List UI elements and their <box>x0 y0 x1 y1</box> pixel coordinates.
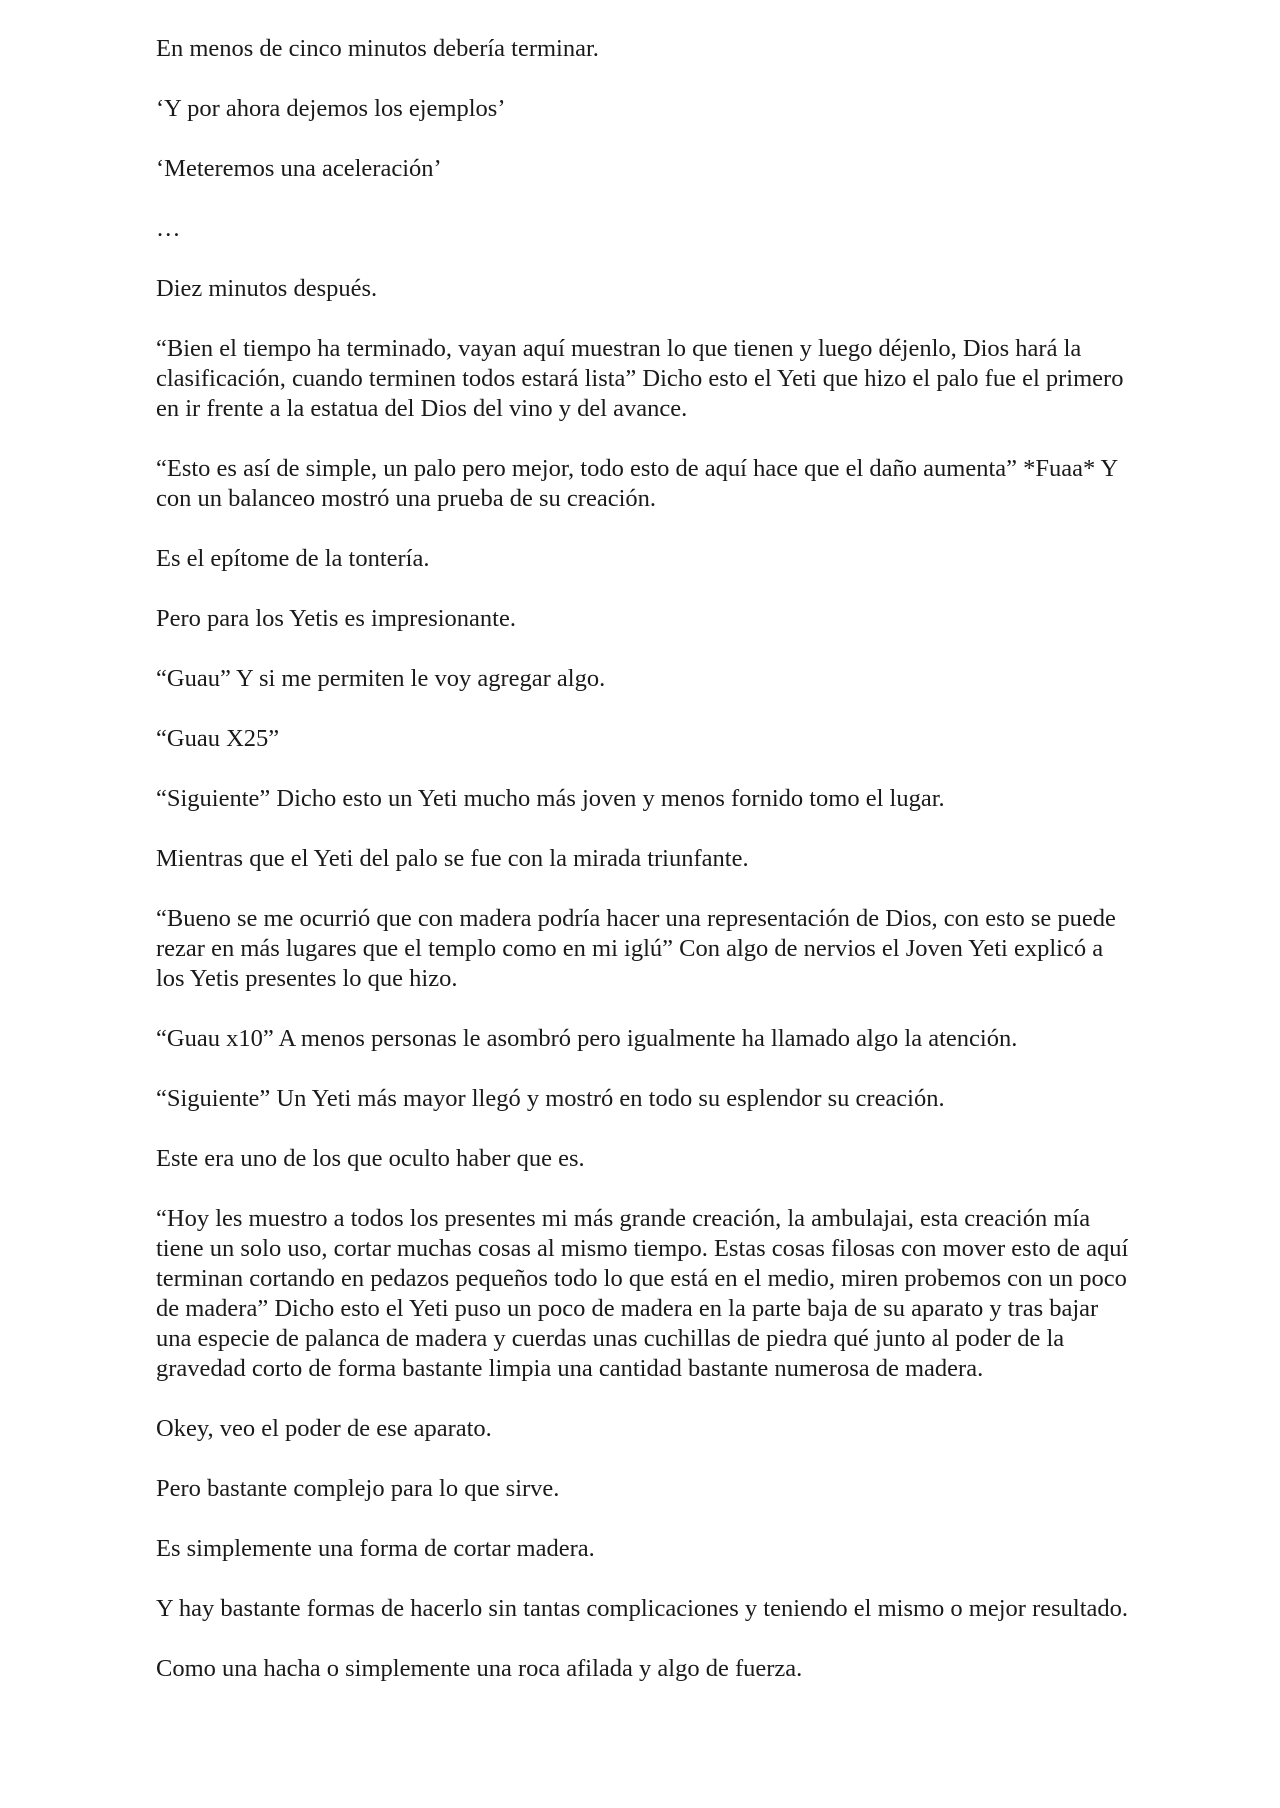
paragraph: Okey, veo el poder de ese aparato. <box>156 1415 492 1442</box>
paragraph: “Hoy les muestro a todos los presentes mi más grande creación, la ambulajai, esta creación mía tiene un solo uso, cortar muchas cosas al mismo tiempo. Estas cosas filosas con mover esto de aquí terminan cortando en pedazos pequeños todo lo que está en el medio, miren probemos con un poco de madera” Dicho esto el Yeti puso un poco de madera en la parte baja de su aparato y tras bajar una especie de palanca de madera y cuerdas unas cuchillas de piedra qué junto al poder de la gravedad corto de forma bastante limpia una cantidad bastante numerosa de madera. <box>156 1205 1129 1382</box>
paragraph: ‘Meteremos una aceleración’ <box>156 155 442 182</box>
paragraph: Diez minutos después. <box>156 275 378 302</box>
paragraph: Es el epítome de la tontería. <box>156 545 430 572</box>
document-page <box>156 34 1131 1714</box>
paragraph: Es simplemente una forma de cortar madera. <box>156 1535 595 1562</box>
paragraph: “Guau x10” A menos personas le asombró pero igualmente ha llamado algo la atención. <box>156 1025 1018 1052</box>
paragraph: “Esto es así de simple, un palo pero mejor, todo esto de aquí hace que el daño aumenta” *Fuaa* Y con un balanceo mostró una prueba de su creación. <box>156 455 1118 512</box>
paragraph: “Bien el tiempo ha terminado, vayan aquí muestran lo que tienen y luego déjenlo, Dios hará la clasificación, cuando terminen todos estará lista” Dicho esto el Yeti que hizo el palo fue el primero en ir frente a la estatua del Dios del vino y del avance. <box>156 335 1124 422</box>
paragraph: “Bueno se me ocurrió que con madera podría hacer una representación de Dios, con esto se puede rezar en más lugares que el templo como en mi iglú” Con algo de nervios el Joven Yeti explicó a los Yetis presentes lo que hizo. <box>156 905 1116 992</box>
paragraph: Este era uno de los que oculto haber que es. <box>156 1145 585 1172</box>
paragraph: … <box>156 215 181 242</box>
paragraph: Y hay bastante formas de hacerlo sin tantas complicaciones y teniendo el mismo o mejor resultado. <box>156 1595 1128 1622</box>
paragraph: Pero para los Yetis es impresionante. <box>156 605 516 632</box>
paragraph: “Siguiente” Un Yeti más mayor llegó y mostró en todo su esplendor su creación. <box>156 1085 945 1112</box>
paragraph: ‘Y por ahora dejemos los ejemplos’ <box>156 95 506 122</box>
paragraph: “Siguiente” Dicho esto un Yeti mucho más joven y menos fornido tomo el lugar. <box>156 785 945 812</box>
paragraph: Pero bastante complejo para lo que sirve. <box>156 1475 560 1502</box>
paragraph: Mientras que el Yeti del palo se fue con la mirada triunfante. <box>156 845 749 872</box>
paragraph: Como una hacha o simplemente una roca afilada y algo de fuerza. <box>156 1655 803 1682</box>
paragraph: En menos de cinco minutos debería terminar. <box>156 35 599 62</box>
paragraph: “Guau X25” <box>156 725 280 752</box>
paragraph: “Guau” Y si me permiten le voy agregar algo. <box>156 665 606 692</box>
